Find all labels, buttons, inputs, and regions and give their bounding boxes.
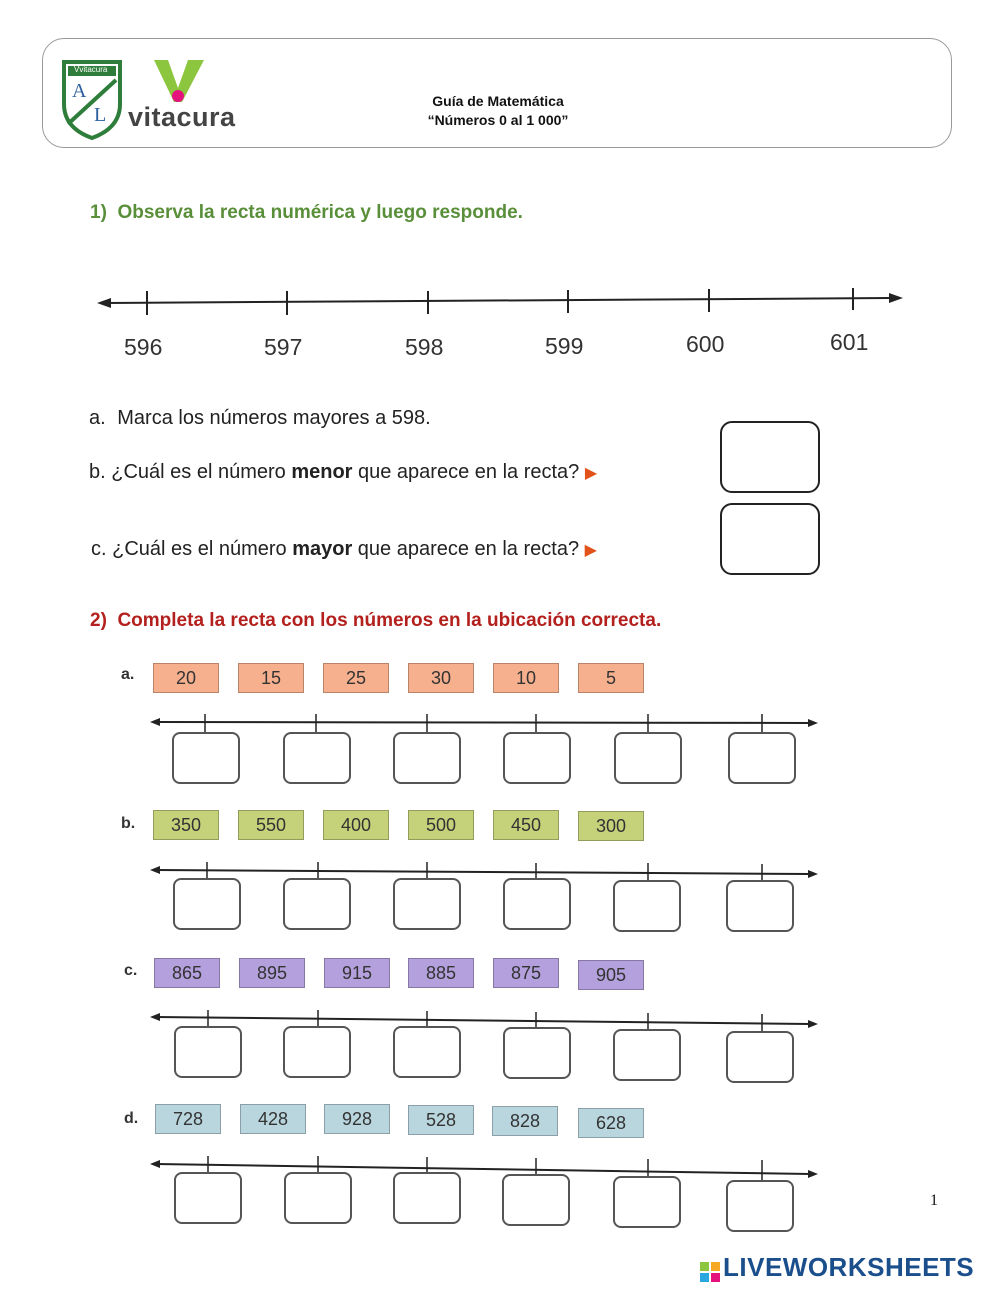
vitacura-logo-text: vitacura <box>128 102 236 132</box>
answer-blank[interactable] <box>614 732 682 784</box>
page-subtitle: “Números 0 al 1 000” <box>427 112 569 128</box>
number-tile[interactable]: 928 <box>324 1104 390 1134</box>
answer-blank[interactable] <box>613 1176 681 1228</box>
answer-blank[interactable] <box>283 1026 351 1078</box>
number-tile[interactable]: 5 <box>578 663 644 693</box>
row-letter-d: d. <box>124 1110 139 1127</box>
answer-blank[interactable] <box>613 1029 681 1081</box>
number-tile[interactable]: 885 <box>408 958 474 988</box>
number-line-label: 597 <box>264 334 303 360</box>
answer-blank[interactable] <box>503 732 571 784</box>
answer-blank[interactable] <box>173 878 241 930</box>
question-1a <box>89 407 431 430</box>
school-shield-logo <box>60 58 124 142</box>
answer-blank[interactable] <box>284 1172 352 1224</box>
shield-top-text: Vvitacura <box>74 65 108 74</box>
answer-blank[interactable] <box>502 1174 570 1226</box>
question-2-title: 2) Completa la recta con los números en la ubicación correcta. <box>90 610 662 631</box>
number-line-label: 596 <box>124 334 163 360</box>
question-1b-bold: menor <box>291 461 353 483</box>
question-1b-text-post: que aparece en la recta? <box>352 461 580 483</box>
vitacura-logo <box>126 58 236 138</box>
question-1b <box>89 461 597 484</box>
liveworksheets-text: LIVEWORKSHEETS <box>723 1252 975 1282</box>
question-1b-letter: b. <box>89 461 106 483</box>
answer-blank[interactable] <box>393 1172 461 1224</box>
number-line-1 <box>95 285 910 320</box>
number-tile[interactable]: 528 <box>408 1105 474 1135</box>
number-tile[interactable]: 500 <box>408 810 474 840</box>
answer-blank[interactable] <box>174 1026 242 1078</box>
question-1c <box>91 538 597 561</box>
number-tile[interactable]: 400 <box>323 810 389 840</box>
page-number: 1 <box>930 1192 938 1209</box>
answer-blank[interactable] <box>393 878 461 930</box>
number-tile[interactable]: 550 <box>238 810 304 840</box>
number-line-label: 599 <box>545 333 584 359</box>
number-tile[interactable]: 728 <box>155 1104 221 1134</box>
question-1c-bold: mayor <box>292 538 353 560</box>
answer-blank[interactable] <box>726 1031 794 1083</box>
answer-blank[interactable] <box>726 1180 794 1232</box>
liveworksheets-icon <box>700 1262 720 1282</box>
row-letter-b: b. <box>121 815 136 832</box>
number-tile[interactable]: 828 <box>492 1106 558 1136</box>
number-tile[interactable]: 905 <box>578 960 644 990</box>
answer-blank[interactable] <box>613 880 681 932</box>
number-tile[interactable]: 20 <box>153 663 219 693</box>
answer-box-smallest[interactable] <box>720 421 820 493</box>
page-title: Guía de Matemática <box>432 93 564 109</box>
number-tile[interactable]: 450 <box>493 810 559 840</box>
number-line-b <box>150 860 820 884</box>
number-line-d <box>150 1154 820 1182</box>
number-tile[interactable]: 25 <box>323 663 389 693</box>
number-line-label: 598 <box>405 334 444 360</box>
answer-blank[interactable] <box>728 732 796 784</box>
question-1c-text-pre: ¿Cuál es el número <box>112 538 293 560</box>
number-tile[interactable]: 895 <box>239 958 305 988</box>
answer-blank[interactable] <box>283 878 351 930</box>
answer-blank[interactable] <box>172 732 240 784</box>
number-line-label: 600 <box>686 331 725 357</box>
row-letter-a: a. <box>121 666 135 683</box>
number-tile[interactable]: 428 <box>240 1104 306 1134</box>
question-1c-letter: c. <box>91 538 107 560</box>
question-1b-text-pre: ¿Cuál es el número <box>111 461 292 483</box>
answer-blank[interactable] <box>503 1027 571 1079</box>
answer-blank[interactable] <box>393 1026 461 1078</box>
number-line-a <box>150 712 820 736</box>
number-tile[interactable]: 628 <box>578 1108 644 1138</box>
answer-blank[interactable] <box>393 732 461 784</box>
number-tile[interactable]: 15 <box>238 663 304 693</box>
number-tile[interactable]: 915 <box>324 958 390 988</box>
answer-box-largest[interactable] <box>720 503 820 575</box>
number-line-c <box>150 1008 820 1034</box>
number-line-label: 601 <box>830 329 869 355</box>
number-tile[interactable]: 300 <box>578 811 644 841</box>
number-tile[interactable]: 30 <box>408 663 474 693</box>
answer-blank[interactable] <box>174 1172 242 1224</box>
answer-blank[interactable] <box>726 880 794 932</box>
shield-letter-l: L <box>94 104 107 126</box>
triangle-right-icon: ▶ <box>584 542 597 559</box>
question-1a-text: Marca los números mayores a 598. <box>117 407 431 429</box>
row-letter-c: c. <box>124 962 138 979</box>
triangle-right-icon: ▶ <box>584 465 598 482</box>
shield-letter-a: A <box>72 80 87 102</box>
liveworksheets-brand <box>700 1252 974 1283</box>
number-tile[interactable]: 875 <box>493 958 559 988</box>
question-1c-text-post: que aparece en la recta? <box>352 538 580 560</box>
answer-blank[interactable] <box>283 732 351 784</box>
number-tile[interactable]: 10 <box>493 663 559 693</box>
answer-blank[interactable] <box>503 878 571 930</box>
number-tile[interactable]: 865 <box>154 958 220 988</box>
vitacura-v-icon <box>126 58 232 106</box>
question-1a-letter: a. <box>89 407 106 429</box>
number-tile[interactable]: 350 <box>153 810 219 840</box>
question-1-title: 1) Observa la recta numérica y luego responde. <box>90 202 523 223</box>
